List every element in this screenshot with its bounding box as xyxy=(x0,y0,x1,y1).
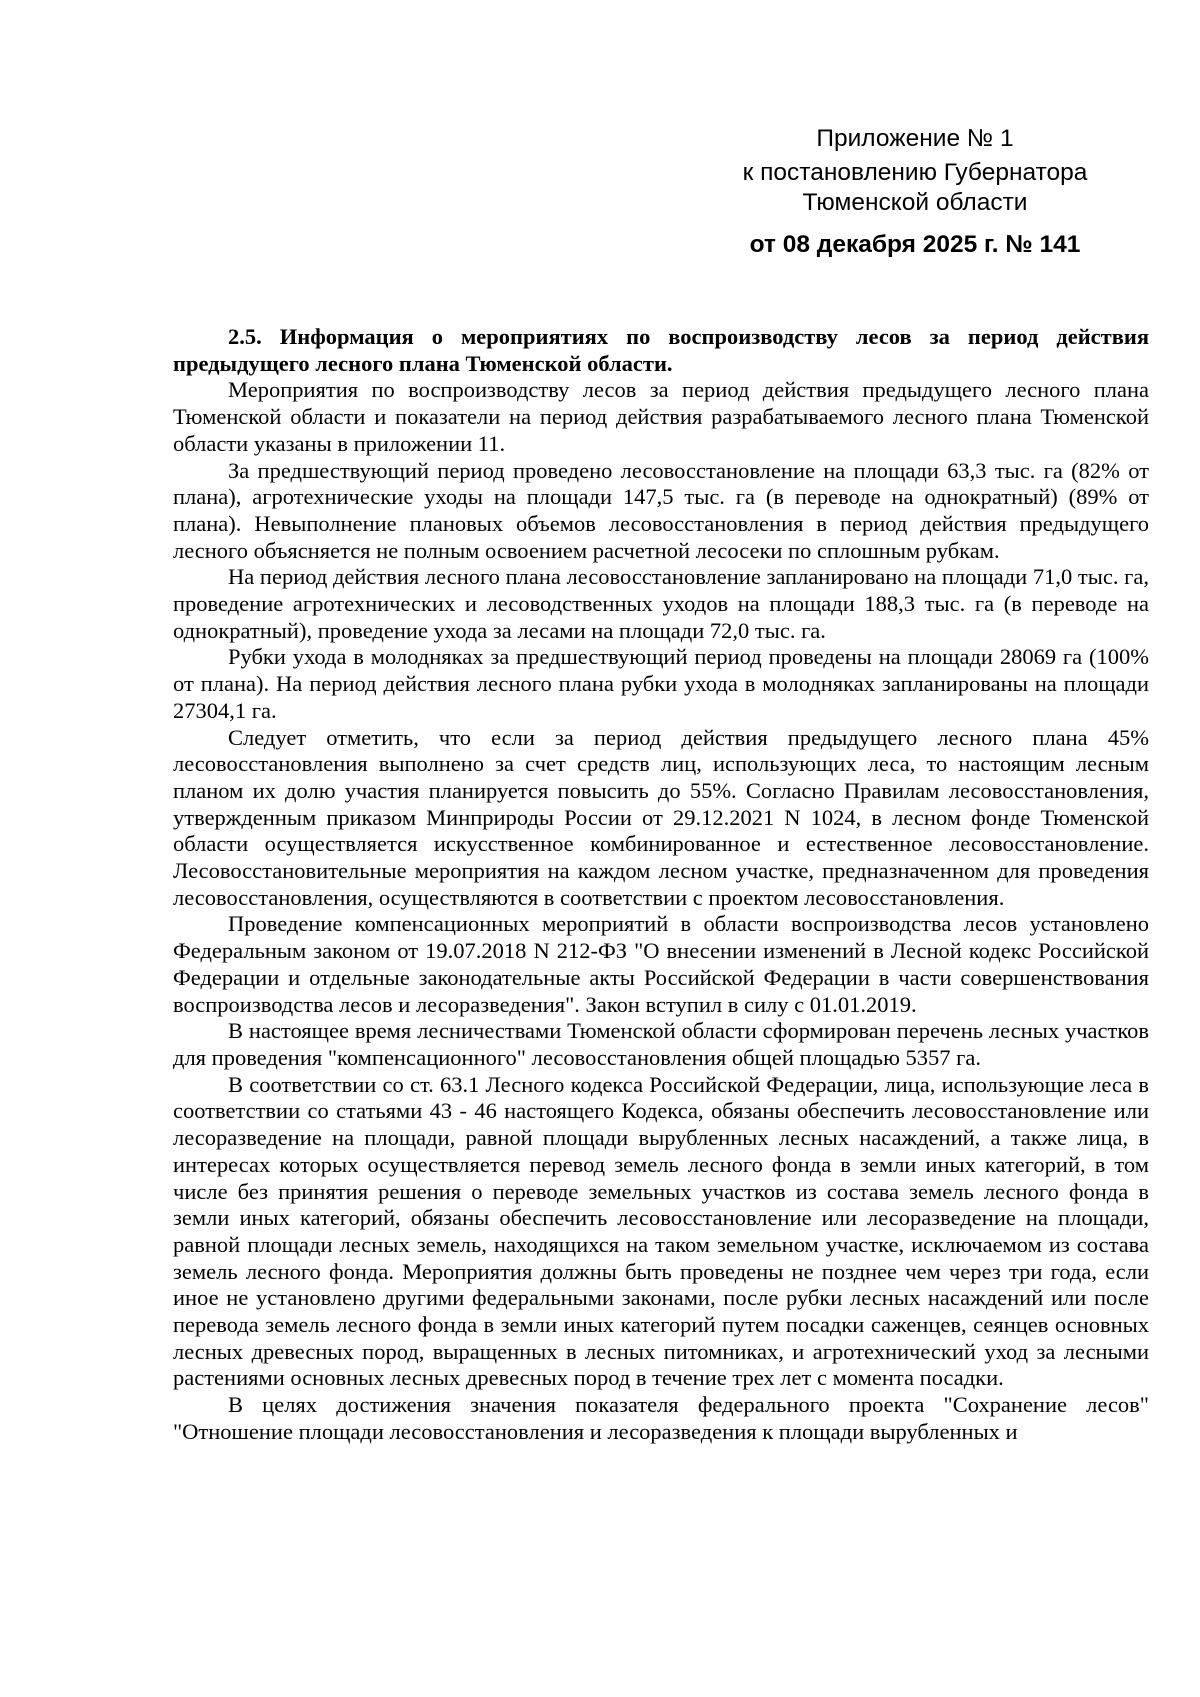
paragraph: В целях достижения значения показателя федерального проекта "Сохранение лесов" "Отношение площади лесовосстановления и лесоразведения к площади вырубленных и xyxy=(173,1392,1149,1444)
paragraph: Следует отметить, что если за период действия предыдущего лесного плана 45% лесовосстановления выполнено за счет средств лиц, использующих леса, то настоящим лесным планом их долю участия планируется повысить до 55%. Согласно Правилам лесовосстановления, утвержденным приказом Минприроды России от 29.12.2021 N 1024, в лесном фонде Тюменской области осуществляется искусственное комбинированное и естественное лесовосстановление. Лесовосстановительные мероприятия на каждом лесном участке, предназначенном для проведения лесовосстановления, осуществляются в соответствии с проектом лесовосстановления. xyxy=(173,724,1149,910)
paragraph: Рубки ухода в молодняках за предшествующий период проведены на площади 28069 га (100% от плана). На период действия лесного плана рубки ухода в молодняках запланированы на площади 27304,1 га. xyxy=(173,644,1149,723)
paragraph: За предшествующий период проведено лесовосстановление на площади 63,3 тыс. га (82% от плана), агротехнические уходы на площади 147,5 тыс. га (в переводе на однократный) (89% от плана). Невыполнение плановых объемов лесовосстановления в период действия предыдущего лесного объясняется не полным освоением расчетной лесосеки по сплошным рубкам. xyxy=(173,457,1149,563)
paragraph: В соответствии со ст. 63.1 Лесного кодекса Российской Федерации, лица, использующие леса в соответствии со статьями 43 - 46 настоящего Кодекса, обязаны обеспечить лесовосстановление или лесоразведение на площади, равной площади вырубленных лесных насаждений, а также лица, в интересах которых осуществляется перевод земель лесного фонда в земли иных категорий, в том числе без принятия решения о переводе земельных участков из состава земель лесного фонда в земли иных категорий, обязаны обеспечить лесовосстановление или лесоразведение на площади, равной площади лесных земель, находящихся на таком земельном участке, исключаемом из состава земель лесного фонда. Мероприятия должны быть проведены не позднее чем через три года, если иное не установлено другими федеральными законами, после рубки лесных насаждений или после перевода земель лесного фонда в земли иных категорий путем посадки саженцев, сеянцев основных лесных древесных пород, выращенных в лесных питомниках, и агротехнический уход за лесными растениями основных лесных древесных пород в течение трех лет с момента посадки. xyxy=(173,1071,1149,1391)
paragraph: На период действия лесного плана лесовосстановление запланировано на площади 71,0 тыс. га, проведение агротехнических и лесоводственных уходов на площади 188,3 тыс. га (в переводе на однократный), проведение ухода за лесами на площади 72,0 тыс. га. xyxy=(173,564,1149,643)
section-heading: 2.5. Информация о мероприятиях по воспроизводству лесов за период действия предыдущего лесного плана Тюменской области. xyxy=(173,324,1149,376)
appendix-region: Тюменской области xyxy=(802,189,1028,216)
appendix-date-number: от 08 декабря 2025 г. № 141 xyxy=(749,231,1081,258)
paragraph: В настоящее время лесничествами Тюменской области сформирован перечень лесных участков для проведения "компенсационного" лесовосстановления общей площадью 5357 га. xyxy=(173,1018,1149,1070)
appendix-header xyxy=(700,124,1130,260)
paragraph: Мероприятия по воспроизводству лесов за период действия предыдущего лесного плана Тюменской области и показатели на период действия разрабатываемого лесного плана Тюменской области указаны в приложении 11. xyxy=(173,377,1149,456)
document-body xyxy=(173,324,1149,1446)
appendix-number: Приложение № 1 xyxy=(816,125,1014,152)
paragraph: Проведение компенсационных мероприятий в области воспроизводства лесов установлено Федеральным законом от 19.07.2018 N 212-ФЗ "О внесении изменений в Лесной кодекс Российской Федерации и отдельные законодательные акты Российской Федерации в части совершенствования воспроизводства лесов и лесоразведения". Закон вступил в силу с 01.01.2019. xyxy=(173,911,1149,1017)
appendix-resolution-ref: к постановлению Губернатора xyxy=(742,159,1088,186)
